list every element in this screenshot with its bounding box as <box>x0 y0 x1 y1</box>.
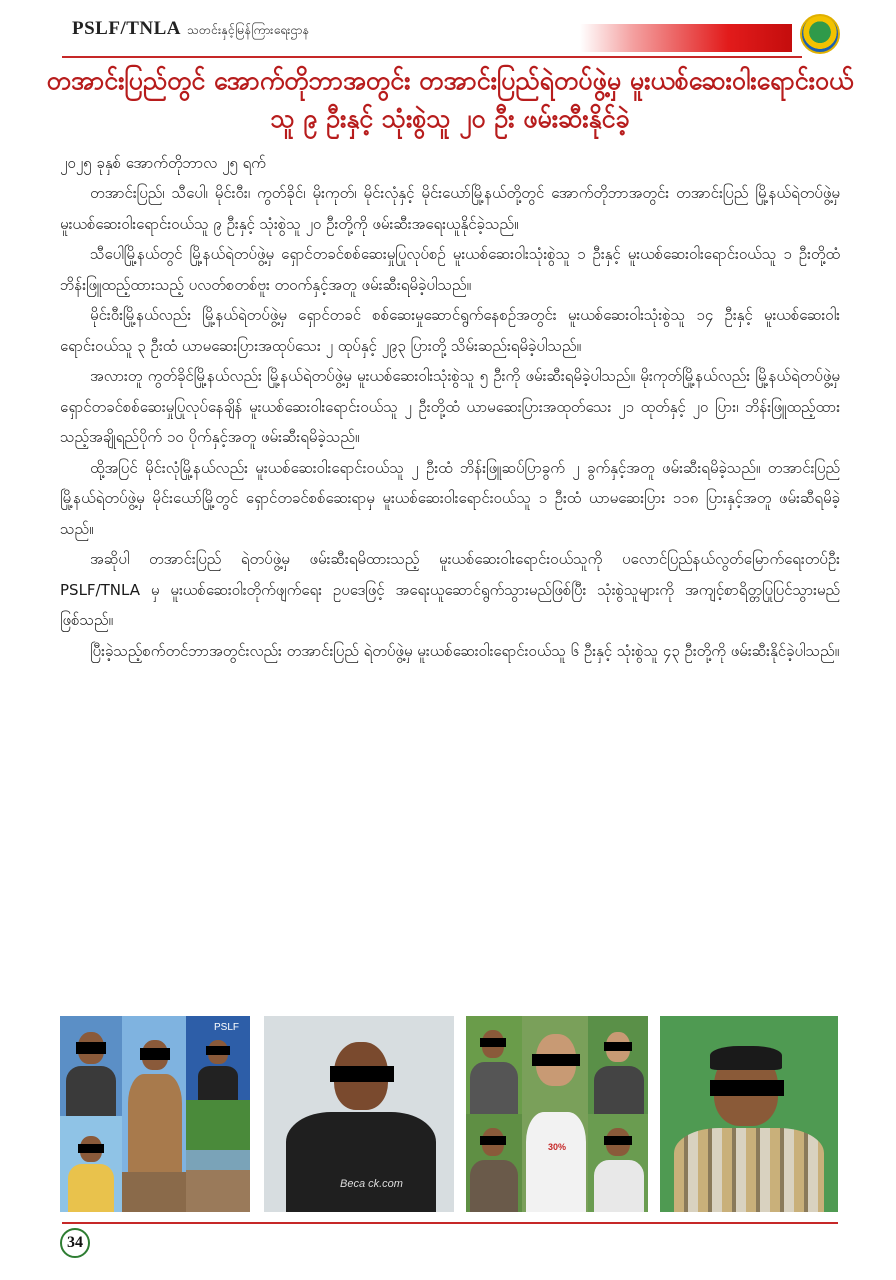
photo-collage-suspects <box>60 1016 250 1212</box>
article-paragraph: အဆိုပါ တအာင်းပြည် ရဲတပ်ဖွဲ့မှ ဖမ်းဆီးရမိထားသည့် မူးယစ်ဆေးဝါးရောင်းဝယ်သူကို ပလောင်ပြည်နယ်လွတ်မြောက်ရေးတပ်ဦး PSLF/TNLA မှ မူးယစ်ဆေးဝါးတိုက်ဖျက်ရေး ဥပဒေဖြင့် အရေးယူဆောင်ရွက်သွားမည်ဖြစ်ပြီး သုံးစွဲသူများကို အကျင့်စာရိတ္တပြုပြင်သွားမည်ဖြစ်သည်။ <box>60 550 840 629</box>
suspect-photo <box>466 1114 522 1212</box>
scene-photo <box>186 1100 250 1212</box>
shirt-text: Beca ck.com <box>340 1178 403 1190</box>
header-divider <box>62 56 802 58</box>
article-paragraph: မိုင်းဝီးမြို့နယ်လည်း မြို့နယ်ရဲတပ်ဖွဲ့မှ ရှောင်တခင် စစ်ဆေးမှုဆောင်ရွက်နေစဉ်အတွင်း မူးယစ်ဆေးဝါးသုံးစွဲသူ ၁၄ ဦးနှင့် မူးယစ်ဆေးဝါးရောင်းဝယ်သူ ၃ ဦးထံ ယာမဆေးပြားအထုပ်သေး ၂ ထုပ်နှင့် ၂၉၃ ပြားတို့ သိမ်းဆည်းရမိခဲ့ပါသည်။ <box>60 306 840 355</box>
article-paragraph: ပြီးခဲ့သည့်စက်တင်ဘာအတွင်းလည်း တအာင်းပြည် ရဲတပ်ဖွဲ့မှ မူးယစ်ဆေးဝါးရောင်းဝယ်သူ ၆ ဦးနှင့် သုံးစွဲသူ ၄၃ ဦးတို့ကို ဖမ်းဆီးနိုင်ခဲ့ပါသည်။ <box>90 641 840 660</box>
suspect-photo <box>588 1114 648 1212</box>
suspect-photo <box>466 1016 522 1114</box>
article-body <box>60 148 840 666</box>
header-accent-bar <box>580 24 792 52</box>
suspect-photo <box>60 1116 122 1212</box>
publication-title <box>72 18 309 40</box>
suspect-photo <box>522 1016 588 1212</box>
photo-strip <box>60 1016 840 1212</box>
suspect-photo <box>186 1016 250 1100</box>
article-paragraph: သီပေါမြို့နယ်တွင် မြို့နယ်ရဲတပ်ဖွဲ့မှ ရှောင်တခင်စစ်ဆေးမှုပြုလုပ်စဉ် မူးယစ်ဆေးဝါးသုံးစွဲသူ ၁ ဦးနှင့် မူးယစ်ဆေးဝါးရောင်းဝယ်သူ ၁ ဦးတို့ထံ ဘိန်းဖြူထည့်ထားသည့် ပလတ်စတစ်ဗူး တဝက်နှင့်အတူ ဖမ်းဆီးရမိခဲ့ပါသည်။ <box>60 245 840 294</box>
publication-name: PSLF/TNLA <box>72 18 182 39</box>
photo-collage-suspects <box>466 1016 648 1212</box>
suspect-photo <box>122 1016 186 1172</box>
evidence-photo <box>122 1172 186 1212</box>
photo-suspect-portrait <box>660 1016 838 1212</box>
poster-text: 30% <box>548 1142 567 1152</box>
page-header <box>0 0 896 62</box>
article-paragraph: ထို့အပြင် မိုင်းလုံမြို့နယ်လည်း မူးယစ်ဆေးဝါးရောင်းဝယ်သူ ၂ ဦးထံ ဘိန်းဖြူဆပ်ပြာခွက် ၂ ခွက်နှင့်အတူ ဖမ်းဆီးရမိခဲ့သည်။ တအာင်းပြည် မြို့နယ်ရဲတပ်ဖွဲ့မှ မိုင်းယော်မြို့တွင် ရှောင်တခင်စစ်ဆေးရာမှ မူးယစ်ဆေးဝါးရောင်းဝယ်သူ ၁ ဦးထံ ယာမဆေးပြား ၁၁၈ ပြားနှင့်အတူ ဖမ်းဆီရမိခဲ့သည်။ <box>60 458 840 538</box>
page-number: 34 <box>60 1228 90 1258</box>
article-headline: တအာင်းပြည်တွင် အောက်တိုဘာအတွင်း တအာင်းပြည်ရဲတပ်ဖွဲ့မှ မူးယစ်ဆေးဝါးရောင်းဝယ်သူ ၉ ဦးနှင့် သုံးစွဲသူ ၂၀ ဦး ဖမ်းဆီးနိုင်ခဲ့ <box>46 66 854 133</box>
banner-text: PSLF <box>214 1022 240 1033</box>
photo-suspect-portrait <box>264 1016 454 1212</box>
suspect-photo <box>588 1016 648 1114</box>
footer-divider <box>62 1222 838 1224</box>
publication-department: သတင်းနှင့်မြန်ကြားရေးဌာန <box>187 23 310 37</box>
suspect-photo <box>60 1016 122 1116</box>
article-paragraph: အလားတူ ကွတ်ခိုင်မြို့နယ်လည်း မြို့နယ်ရဲတပ်ဖွဲ့မှ မူးယစ်ဆေးဝါးသုံးစွဲသူ ၅ ဦးကို ဖမ်းဆီးရမိခဲ့ပါသည်။ မိုးကုတ်မြို့နယ်လည်း မြို့နယ်ရဲတပ်ဖွဲ့မှ ရှောင်တခင်စစ်ဆေးမှုပြုလုပ်နေချိန် မူးယစ်ဆေးဝါးရောင်းဝယ်သူ ၂ ဦးတို့ထံ ယာမဆေးပြားအထုတ်သေး ၂၁ ထုတ်နှင့် ၂၀ ပြား၊ ဘိန်းဖြူထည့်ထားသည့်အချိုရည်ပိုက် ၁၀ ပိုက်နှင့်အတူ ဖမ်းဆီးရမိခဲ့သည်။ <box>60 367 840 446</box>
article-date: ၂၀၂၅ ခုနှစ် အောက်တိုဘာလ ၂၅ ရက် <box>60 154 266 172</box>
article-paragraph: တအာင်းပြည်၊ သီပေါ၊ မိုင်းဝီး၊ ကွတ်ခိုင်၊ မိုးကုတ်၊ မိုင်းလုံနှင့် မိုင်းယော်မြို့နယ်တို့တွင် အောက်တိုဘာအတွင်း တအာင်းပြည် မြို့နယ်ရဲတပ်ဖွဲ့မှ မူးယစ်ဆေးဝါးရောင်းဝယ်သူ ၉ ဦးနှင့် သုံးစွဲသူ ၂၀ ဦးတို့ကို ဖမ်းဆီးအရေးယူနိုင်ခဲ့သည်။ <box>60 184 840 233</box>
pslf-emblem-icon <box>800 14 840 54</box>
